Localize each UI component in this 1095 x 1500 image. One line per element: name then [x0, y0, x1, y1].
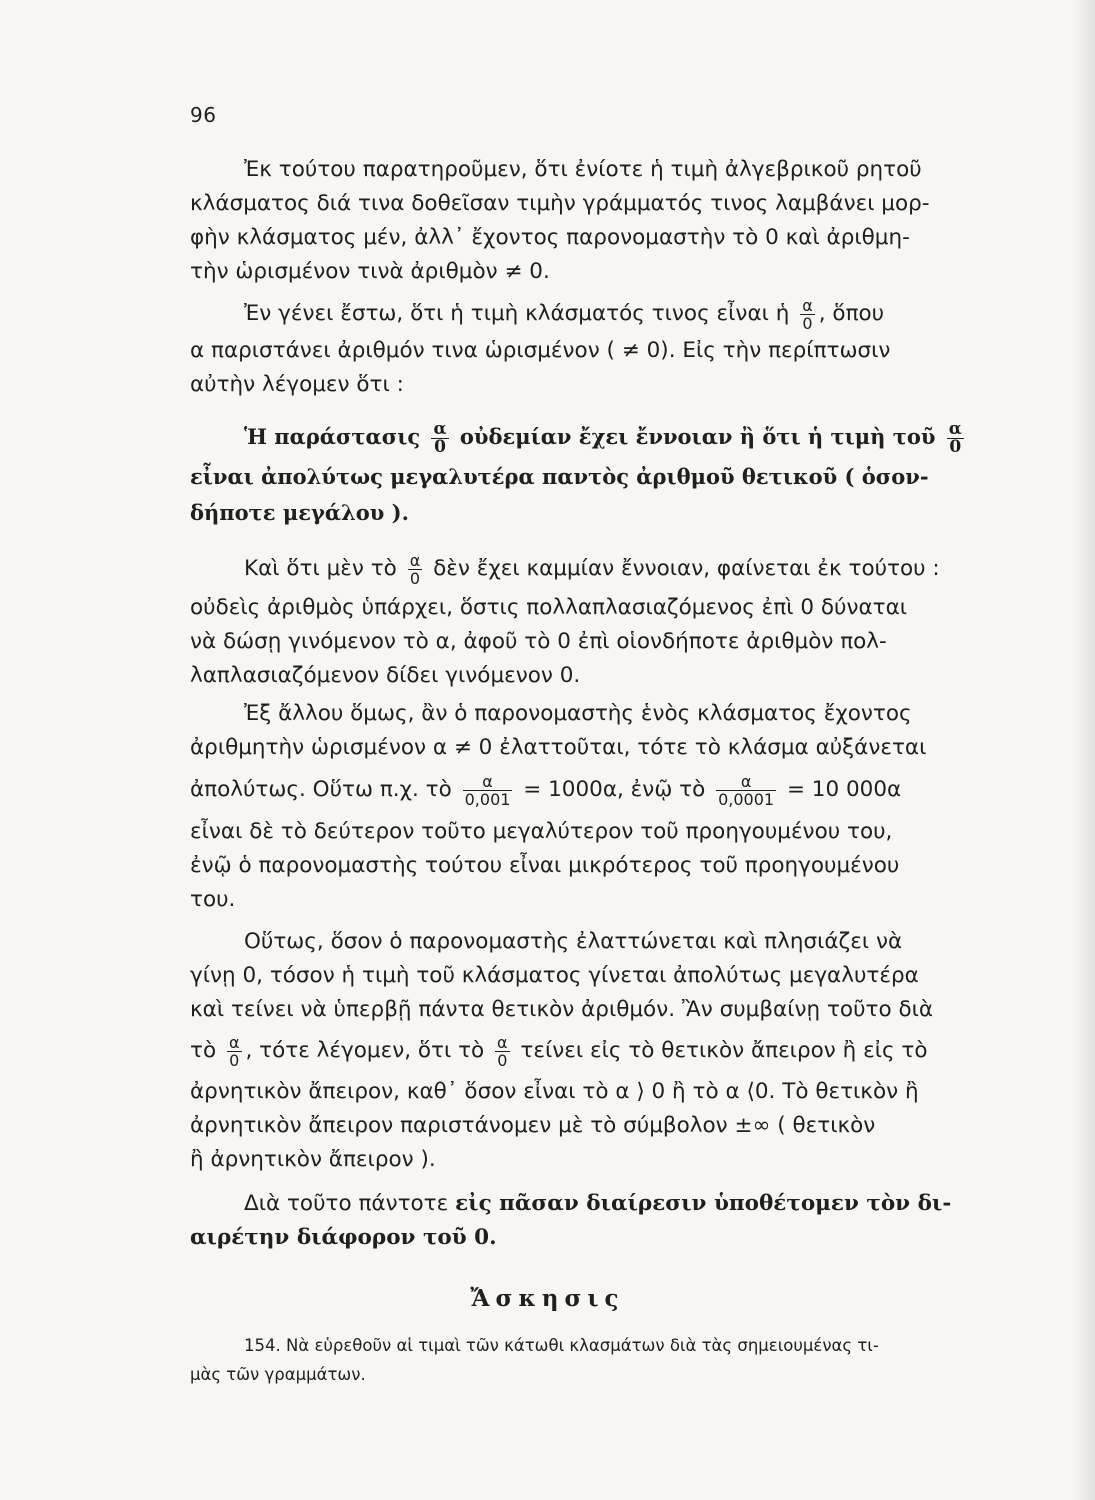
paragraph-1-line-1: Ἐκ τούτου παρατηροῦμεν, ὅτι ἐνίοτε ἡ τιμὴ ἀλγεβρικοῦ ρητοῦ: [244, 157, 922, 182]
exercise-154: [190, 1331, 990, 1389]
paragraph-4-line-6: του.: [190, 887, 236, 912]
main-statement: [190, 415, 990, 531]
paragraph-2: [190, 294, 990, 402]
fraction-denominator: 0: [431, 438, 448, 456]
fraction-numerator: α: [482, 771, 493, 791]
paragraph-4-line-1: Ἐξ ἄλλου ὅμως, ἂν ὁ παρονομαστὴς ἑνὸς κλάσματος ἔχοντος: [244, 701, 912, 726]
statement-line-1: [190, 415, 990, 459]
paragraph-6-line-1: [190, 1187, 990, 1221]
exercise-line-1: 154. Νὰ εὑρεθοῦν αἱ τιμαὶ τῶν κάτωθι κλασμάτων διὰ τὰς σημειουμένας τι-: [244, 1336, 879, 1355]
paragraph-3-line-1-start: Καὶ ὅτι μὲν τὸ: [244, 556, 397, 581]
fraction-numerator: α: [497, 1032, 508, 1052]
paragraph-4: [190, 697, 990, 917]
fraction-denominator: 0,0001: [718, 789, 775, 809]
statement-line-3: δήποτε μεγάλου ).: [190, 500, 409, 525]
paragraph-3-line-1: [190, 547, 990, 591]
fraction-denominator: 0: [227, 1051, 242, 1069]
page-number: 96: [190, 103, 217, 127]
paragraph-4-line-3: [190, 765, 990, 815]
fraction-alpha-over-zero: [408, 552, 423, 587]
paragraph-5-line-6: ἀρνητικὸν ἄπειρον παριστάνομεν μὲ τὸ σύμβολον ±∞ ( θετικὸν: [190, 1113, 876, 1138]
fraction-alpha-over-zero: [431, 421, 448, 456]
paragraph-1-line-3: φὴν κλάσματος μέν, ἀλλ᾽ ἔχοντος παρονομαστὴν τὸ 0 καὶ ἀριθμη-: [190, 225, 910, 250]
fraction-alpha-over-0001: [463, 773, 513, 808]
fraction-denominator: 0: [408, 569, 423, 587]
paragraph-2-line-2: α παριστάνει ἀριθμόν τινα ὡρισμένον ( ≠ 0). Εἰς τὴν περίπτωσιν: [190, 338, 891, 363]
paragraph-4-line-4: εἶναι δὲ τὸ δεύτερον τοῦτο μεγαλύτερον τοῦ προηγουμένου του,: [190, 819, 893, 844]
paragraph-6: [190, 1187, 990, 1255]
paragraph-2-line-3: αὐτὴν λέγομεν ὅτι :: [190, 372, 404, 397]
paragraph-1-line-2: κλάσματος διά τινα δοθεῖσαν τιμὴν γράμματός τινος λαμβάνει μορ-: [190, 191, 930, 216]
paragraph-3: [190, 547, 990, 693]
paragraph-4-line-3-mid: = 1000α, ἐνῷ τὸ: [523, 777, 706, 802]
paragraph-3-line-1-end: δὲν ἔχει καμμίαν ἔννοιαν, φαίνεται ἐκ τούτου :: [433, 556, 940, 581]
paragraph-5-line-4-c: τείνει εἰς τὸ θετικὸν ἄπειρον ἢ εἰς τὸ: [520, 1038, 928, 1063]
exercise-heading: Ἄσκησις: [470, 1285, 625, 1312]
paragraph-5-line-4-b: , τότε λέγομεν, ὅτι τὸ: [245, 1038, 485, 1063]
fraction-alpha-over-00001: [716, 773, 776, 808]
statement-part-2: οὐδεμίαν ἔχει ἔννοιαν ἢ ὅτι ἡ τιμὴ τοῦ: [459, 424, 936, 449]
paragraph-1-line-4: τὴν ὡρισμένον τινὰ ἀριθμὸν ≠ 0.: [190, 259, 550, 284]
fraction-denominator: 0: [495, 1051, 510, 1069]
paragraph-5-line-4: [190, 1027, 990, 1075]
paragraph-5-line-4-a: τὸ: [190, 1038, 217, 1063]
paragraph-5-line-2: γίνῃ 0, τόσον ἡ τιμὴ τοῦ κλάσματος γίνεται ἀπολύτως μεγαλυτέρα: [190, 963, 919, 988]
fraction-alpha-over-zero: [227, 1034, 242, 1069]
paragraph-2-line-1: [190, 294, 990, 334]
fraction-numerator: α: [228, 1032, 240, 1052]
paragraph-4-line-3-end: = 10 000α: [786, 777, 902, 802]
paragraph-2-line-1-end: , ὅπου: [818, 301, 885, 326]
paragraph-5-line-5: ἀρνητικὸν ἄπειρον, καθ᾽ ὅσον εἶναι τὸ α ⟩ 0 ἢ τὸ α ⟨0. Τὸ θετικὸν ἢ: [190, 1079, 919, 1104]
fraction-denominator: 0: [947, 438, 964, 456]
statement-part-1: Ἡ παράστασις: [244, 424, 421, 449]
fraction-denominator: 0,001: [464, 789, 511, 809]
paragraph-5: [190, 925, 990, 1177]
paragraph-1: [190, 153, 990, 289]
fraction-denominator: 0: [800, 314, 815, 332]
fraction-alpha-over-zero: [800, 297, 815, 332]
paragraph-4-line-2: ἀριθμητὴν ὡρισμένον α ≠ 0 ἐλαττοῦται, τότε τὸ κλάσμα αὐξάνεται: [190, 735, 927, 760]
paragraph-5-line-1: Οὕτως, ὅσον ὁ παρονομαστὴς ἐλαττώνεται καὶ πλησιάζει νὰ: [244, 929, 903, 954]
paragraph-2-line-1-start: Ἐν γένει ἔστω, ὅτι ἡ τιμὴ κλάσματός τινος εἶναι ἡ: [244, 301, 790, 326]
fraction-numerator: α: [948, 419, 962, 439]
fraction-alpha-over-zero: [947, 421, 964, 456]
fraction-numerator: α: [740, 771, 752, 791]
paragraph-3-line-2: οὐδεὶς ἀριθμὸς ὑπάρχει, ὅστις πολλαπλασιαζόμενος ἐπὶ 0 δύναται: [190, 595, 908, 620]
fraction-numerator: α: [409, 550, 421, 570]
page-edge-shadow: [1073, 0, 1095, 1500]
paragraph-4-line-3-start: ἀπολύτως. Οὕτω π.χ. τὸ: [190, 777, 452, 802]
fraction-alpha-over-zero: [495, 1034, 510, 1069]
paragraph-6-line-2: αιρέτην διάφορον τοῦ 0.: [190, 1225, 497, 1250]
exercise-line-2: μὰς τῶν γραμμάτων.: [190, 1365, 366, 1384]
paragraph-3-line-4: λαπλασιαζόμενον δίδει γινόμενον 0.: [190, 663, 581, 688]
paragraph-5-line-3: καὶ τείνει νὰ ὑπερβῇ πάντα θετικὸν ἀριθμόν. Ἂν συμβαίνῃ τοῦτο διὰ: [190, 997, 934, 1022]
statement-line-2: εἶναι ἀπολύτως μεγαλυτέρα παντὸς ἀριθμοῦ θετικοῦ ( ὁσον-: [190, 464, 929, 489]
paragraph-6-line-1-bold: εἰς πᾶσαν διαίρεσιν ὑποθέτομεν τὸν δι-: [455, 1191, 952, 1216]
paragraph-4-line-5: ἐνῷ ὁ παρονομαστὴς τούτου εἶναι μικρότερος τοῦ προηγουμένου: [190, 853, 900, 878]
paragraph-5-line-7: ἢ ἀρνητικὸν ἄπειρον ).: [190, 1147, 436, 1172]
fraction-numerator: α: [433, 419, 447, 439]
fraction-numerator: α: [802, 295, 813, 315]
paragraph-3-line-3: νὰ δώσῃ γινόμενον τὸ α, ἀφοῦ τὸ 0 ἐπὶ οἱονδήποτε ἀριθμὸν πολ-: [190, 629, 887, 654]
paragraph-6-line-1-normal: Διὰ τοῦτο πάντοτε: [244, 1191, 449, 1216]
